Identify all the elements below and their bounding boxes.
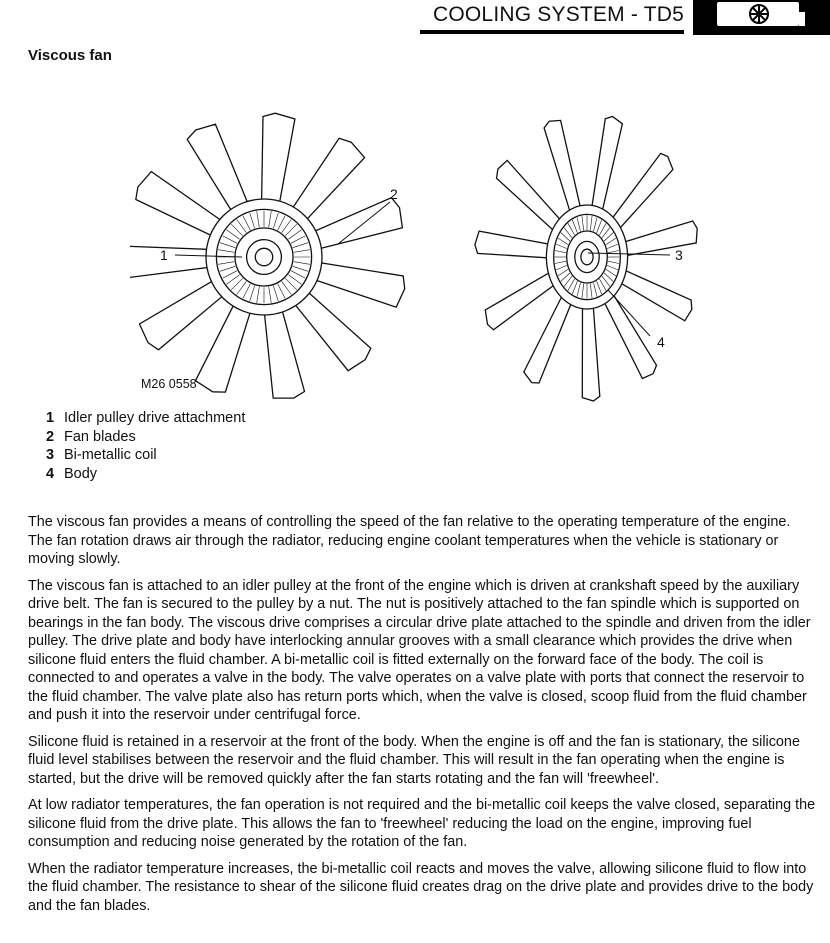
- hub-ring: [255, 248, 272, 265]
- paragraph: When the radiator temperature increases, the bi-metallic coil reacts and moves the valve, allowing silicone fluid to flow into the fluid chamber. The resistance to shear of the silicone fluid creates drag on the drive plate and provides drive to the body and the fan blades.: [28, 860, 814, 914]
- paragraph: The viscous fan is attached to an idler pulley at the front of the engine which is driven at crankshaft speed by the auxiliary drive belt. The fan is secured to the pulley by a nut. The nut is positively attached to the fan spindle which is supported on bearings in the fan body. The viscous drive comprises a circular drive plate attached to the spindle and driven from the idler pulley. The drive plate and body have interlocking annular grooves with a small clearance which provides the drive when silicone fluid enters the fluid chamber. A bi-metallic coil is fitted externally on the forward face of the body. The coil is connected to and operates a valve in the body. The valve operates on a valve plate with ports that connect the reservoir to the fluid chamber. The valve plate also has return ports which, when the valve is closed, scoop fluid from the fluid chamber and push it into the reservoir under centrifugal force.: [28, 577, 811, 723]
- fan-blade-outline: [590, 117, 622, 221]
- header-rule: [420, 30, 684, 34]
- header-title: COOLING SYSTEM - TD5: [433, 3, 684, 26]
- legend-number: 3: [46, 447, 55, 463]
- legend-label: Bi-metallic coil: [64, 447, 157, 463]
- legend-number: 2: [46, 428, 55, 445]
- legend-item: [46, 409, 245, 428]
- callout-1: 1: [160, 247, 168, 263]
- callout-4: 4: [657, 334, 665, 350]
- paragraph: At low radiator temperatures, the fan operation is not required and the bi-metallic coil keeps the valve closed, separating the silicone fluid from the drive plate. This allows the fan to 'freewheel' reducing the load on the engine, improving fuel consumption and reducing noise generated by the rotation of the fan.: [28, 797, 816, 850]
- fan-blade-outline: [582, 296, 600, 401]
- fan-angled-view-drawing: [475, 117, 697, 402]
- callout-3: 3: [675, 247, 683, 263]
- legend-label: Idler pulley drive attachment: [64, 410, 246, 426]
- paragraph: The viscous fan provides a means of controlling the speed of the fan relative to the operating temperature of the engine. The fan rotation draws air through the radiator, reducing engine coolant temperatures when the vehicle is stationary or moving slowly.: [28, 514, 791, 567]
- section-title: Viscous fan: [28, 47, 112, 64]
- legend-item: [46, 465, 245, 484]
- figure-legend: [46, 409, 245, 483]
- fan-blade-outline: [475, 231, 557, 258]
- viscous-fan-figure: [130, 92, 710, 402]
- fan-front-view-drawing: [130, 113, 405, 398]
- legend-label: Fan blades: [64, 428, 136, 445]
- fan-icon: [693, 0, 830, 35]
- hub-ring: [581, 249, 593, 265]
- legend-number: 1: [46, 410, 55, 426]
- header-badge: [693, 0, 830, 35]
- figure-code: M26 0558: [141, 377, 197, 391]
- callout-2: 2: [390, 186, 398, 202]
- legend-item: [46, 446, 245, 465]
- legend-label: Body: [64, 465, 98, 482]
- legend-item: [46, 428, 245, 447]
- paragraph: Silicone fluid is retained in a reservoir at the front of the body. When the engine is off and the fan is stationary, the silicone fluid level stabilises between the reservoir and the fluid chamber. This will result in the fan operating when the engine is started, but the drive will be removed quickly after the fan starts rotating and the fan will 'freewheel'.: [28, 733, 800, 787]
- description-text: [28, 513, 818, 923]
- fan-blade-outline: [616, 221, 697, 257]
- legend-number: 4: [46, 465, 55, 482]
